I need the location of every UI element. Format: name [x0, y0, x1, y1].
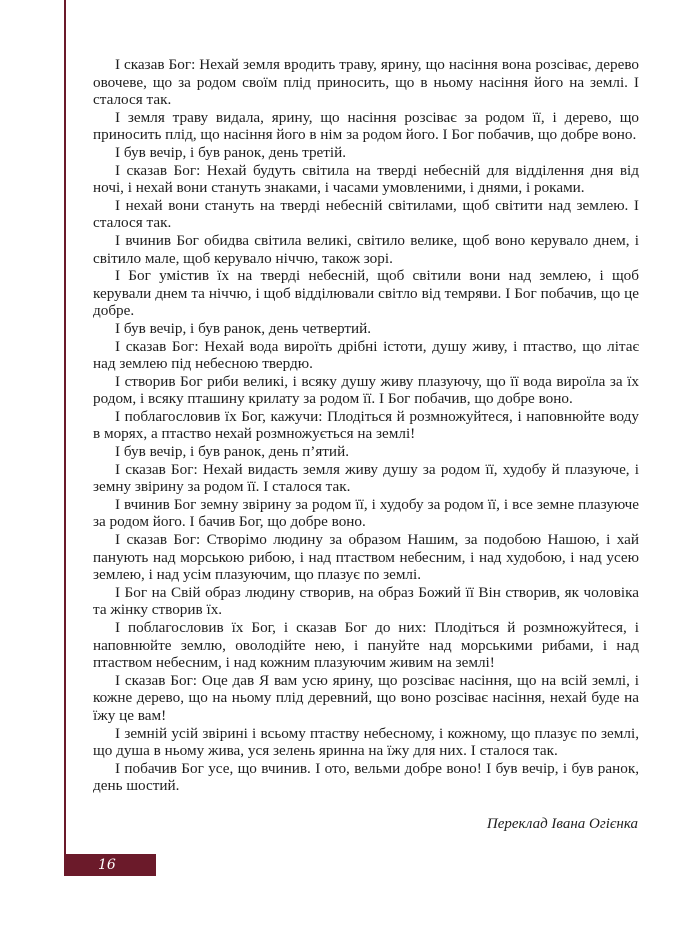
page-number: 16 [98, 857, 116, 873]
paragraph: І створив Бог риби великі, і всяку душу живу плазуючу, що її вода вироїла за їх родом, і всяку пташину крилату за родом її. І Бог побачив, що добре воно. [93, 372, 639, 408]
paragraph: І сказав Бог: Оце дав Я вам усю ярину, що розсіває насіння, що на всій землі, і кожне дерево, що на ньому плід деревний, що воно розсіває насіння, нехай буде на їжу це вам! [93, 671, 639, 724]
body-text [93, 56, 639, 795]
paragraph: І земля траву видала, ярину, що насіння розсіває за родом її, і дерево, що приносить плід, що насіння його в нім за родом його. І Бог побачив, що добре воно. [93, 108, 639, 144]
paragraph: І сказав Бог: Нехай земля вродить траву, ярину, що насіння вона розсіває, дерево овочеве, що за родом своїм плід приносить, що в ньому насіння його на землі. І сталося так. [93, 56, 639, 109]
paragraph: І сказав Бог: Нехай будуть світила на тверді небесній для відділення дня від ночі, і нехай вони стануть знаками, і часами умовленими, і днями, і роками. [93, 161, 639, 197]
paragraph: І Бог на Свій образ людину створив, на образ Божий її Він створив, як чоловіка та жінку створив їх. [93, 583, 639, 619]
paragraph: І побачив Бог усе, що вчинив. І ото, вельми добре воно! І був вечір, і був ранок, день шостий. [93, 759, 639, 795]
paragraph: І був вечір, і був ранок, день третій. [115, 143, 347, 161]
paragraph: І був вечір, і був ранок, день п’ятий. [115, 443, 349, 461]
paragraph: І поблагословив їх Бог, і сказав Бог до них: Плодіться й розмножуйтеся, і наповнюйте землю, оволодійте нею, і пануйте над морськими рибами, і над птаством небесним, і над кожним плазуючим живим на землі! [93, 619, 639, 672]
paragraph: І нехай вони стануть на тверді небесній світилами, щоб світити над землею. І сталося так. [93, 196, 639, 232]
margin-rule [64, 0, 66, 860]
paragraph: І Бог умістив їх на тверді небесній, щоб світили вони над землею, і щоб керували днем та ніччю, і щоб відділювали світло від темряви. І Бог побачив, що це добре. [93, 267, 639, 320]
paragraph: І сказав Бог: Нехай видасть земля живу душу за родом її, худобу й плазуюче, і земну звірину за родом її. І сталося так. [93, 460, 639, 496]
paragraph: І сказав Бог: Нехай вода вироїть дрібні істоти, душу живу, і птаство, що літає над землею під небесною твердю. [93, 337, 639, 373]
paragraph: І вчинив Бог обидва світила великі, світило велике, щоб воно керувало днем, і світило мале, щоб керувало ніччю, також зорі. [93, 231, 639, 267]
paragraph: І вчинив Бог земну звірину за родом її, і худобу за родом її, і все земне плазуюче за родом його. І бачив Бог, що добре воно. [93, 495, 639, 531]
paragraph: І земній усій звірині і всьому птаству небесному, і кожному, що плазує по землі, що душа в ньому жива, уся зелень яринна на їжу для них. І сталося так. [93, 724, 639, 760]
translation-credit: Переклад Івана Огієнка [486, 816, 638, 832]
paragraph: І сказав Бог: Створімо людину за образом Нашим, за подобою Нашою, і хай панують над морською рибою, і над птаством небесним, і над худобою, і над усею землею, і над усім плазуючим, що плазує по землі. [93, 531, 639, 584]
paragraph: І поблагословив їх Бог, кажучи: Плодіться й розмножуйтеся, і наповнюйте воду в морях, а птаство нехай розмножується на землі! [93, 407, 639, 443]
paragraph: І був вечір, і був ранок, день четвертий. [115, 319, 372, 337]
